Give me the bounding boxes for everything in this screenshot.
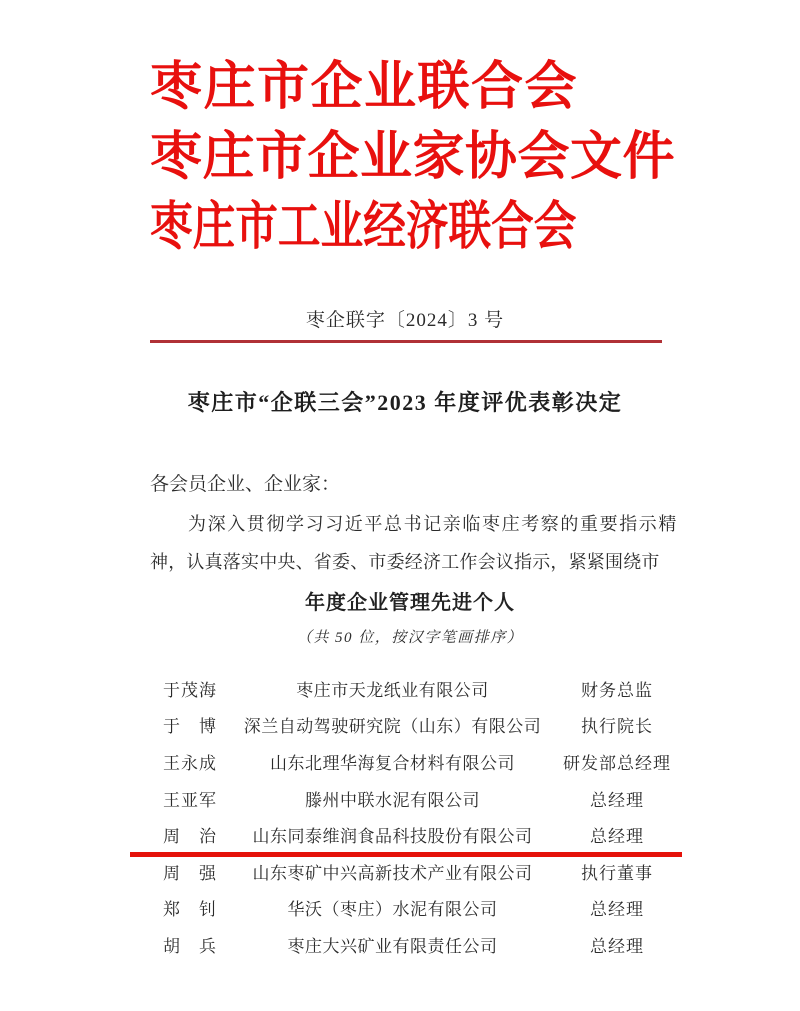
awardee-name: 于 博 [163, 717, 217, 737]
award-section-subtitle: （共 50 位，按汉字笔画排序） [296, 630, 524, 646]
awardee-job-title: 执行院长 [581, 717, 653, 737]
awardee-job-title: 总经理 [590, 827, 644, 847]
awardee-company: 华沃（枣庄）水泥有限公司 [287, 900, 498, 920]
awardee-row [130, 926, 688, 963]
salutation: 各会员企业、企业家： [150, 474, 341, 495]
awardee-job-title: 总经理 [590, 936, 644, 956]
letterhead-divider-rule [150, 340, 662, 343]
body-paragraph-line-1: 为深入贯彻学习习近平总书记亲临枣庄考察的重要指示精 [188, 514, 678, 534]
awardee-row [130, 890, 688, 927]
letterhead-line-1: 枣庄市企业联合会 [150, 59, 579, 116]
award-section-title: 年度企业管理先进个人 [305, 592, 515, 614]
awardee-name: 周 治 [163, 827, 217, 847]
awardee-row [130, 707, 688, 744]
awardee-name: 王永成 [163, 753, 217, 773]
document-title: 枣庄市“企联三会”2023 年度评优表彰决定 [187, 390, 623, 415]
awardee-company: 山东同泰维润食品科技股份有限公司 [252, 827, 533, 847]
letterhead-line-2: 枣庄市企业家协会文件 [150, 129, 676, 186]
awardee-name: 郑 钊 [163, 900, 217, 920]
awardee-job-title: 总经理 [590, 790, 644, 810]
document-number: 枣企联字〔2024〕3 号 [305, 310, 505, 331]
awardee-company: 滕州中联水泥有限公司 [305, 790, 480, 810]
awardee-job-title: 执行董事 [581, 863, 653, 883]
awardee-list [130, 670, 688, 963]
awardee-name: 王亚军 [163, 790, 217, 810]
awardee-job-title: 财务总监 [581, 680, 653, 700]
awardee-row [130, 853, 688, 890]
awardee-name: 于茂海 [163, 680, 217, 700]
letterhead-line-3: 枣庄市工业经济联合会 [150, 199, 577, 256]
awardee-name: 周 强 [163, 863, 217, 883]
awardee-row [130, 816, 688, 853]
awardee-company: 山东枣矿中兴高新技术产业有限公司 [252, 863, 533, 883]
awardee-row [130, 743, 688, 780]
awardee-company: 枣庄市天龙纸业有限公司 [296, 680, 489, 700]
awardee-job-title: 研发部总经理 [563, 753, 671, 773]
awardee-company: 山东北理华海复合材料有限公司 [270, 753, 515, 773]
awardee-name: 胡 兵 [163, 936, 217, 956]
body-paragraph-line-2: 神，认真落实中央、省委、市委经济工作会议指示，紧紧围绕市 [150, 552, 660, 572]
awardee-row [130, 670, 688, 707]
awardee-company: 枣庄大兴矿业有限责任公司 [287, 936, 498, 956]
awardee-row [130, 780, 688, 817]
awardee-company: 深兰自动驾驶研究院（山东）有限公司 [243, 717, 542, 737]
awardee-job-title: 总经理 [590, 900, 644, 920]
